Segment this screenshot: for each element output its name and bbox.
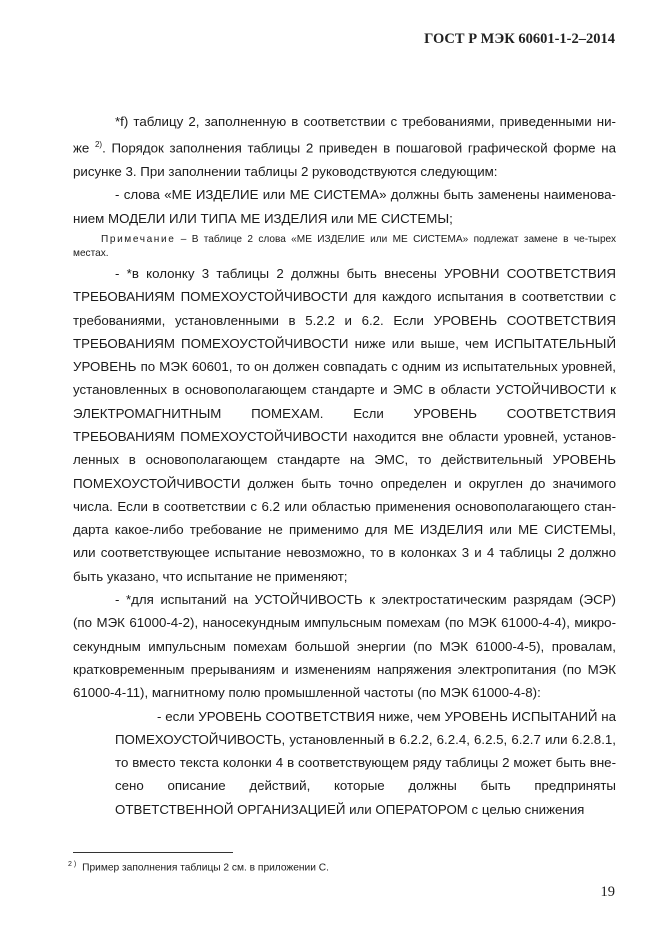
footnote-reference[interactable]: 2) — [94, 140, 103, 150]
note-label: Примечание — [101, 233, 176, 245]
paragraph-words-replace: - слова «МЕ ИЗДЕЛИЕ или МЕ СИСТЕМА» должны быть заменены наименова-нием МОДЕЛИ ИЛИ ТИПА МЕ ИЗДЕЛИЯ или МЕ СИСТЕМЫ; — [73, 187, 616, 226]
paragraph-column-3: - *в колонку 3 таблицы 2 должны быть внесены УРОВНИ СООТВЕТСТВИЯ ТРЕБОВАНИЯМ ПОМЕХОУСТОЙЧИВОСТИ для каждого испытания в соответствии с требованиями, установленными в 5.2.2 и 6.2. Если УРОВЕНЬ СООТВЕТСТВИЯ ТРЕБОВАНИЯМ ПОМЕХОУСТОЙЧИВОСТИ ниже или выше, чем ИСПЫТАТЕЛЬНЫЙ УРОВЕНЬ по МЭК 60601, то он должен совпадать с одним из испытательных уровней, установленных в основополагающем стандарте и ЭМС в области УСТОЙЧИВОСТИ к ЭЛЕКТРОМАГНИТНЫМ ПОМЕХАМ. Если УРОВЕНЬ СООТВЕТСТВИЯ ТРЕБОВАНИЯМ ПОМЕХОУСТОЙЧИВОСТИ находится вне области уровней, установ-ленных в основополагающем стандарте на ЭМС, то действительный УРОВЕНЬ ПОМЕХОУСТОЙЧИВОСТИ должен быть точно определен и округлен до значимого числа. Если в соответствии с 6.2 или областью применения основополагающего стан-дарта какое-либо требование не применимо для МЕ ИЗДЕЛИЯ или МЕ СИСТЕМЫ, или соответствующее испытание невозможно, то в колонках 3 и 4 таблицы 2 должно быть указано, что испытание не применяют; — [73, 265, 616, 584]
note-text: – В таблице 2 слова «МЕ ИЗДЕЛИЕ или МЕ СИСТЕМА» подлежат замене в че-тырех местах. — [73, 233, 616, 259]
paragraph-immunity-tests: - *для испытаний на УСТОЙЧИВОСТЬ к электростатическим разрядам (ЭСР) (по МЭК 61000-4-2), наносекундным импульсным помехам (по МЭК 61000-4-4), микро-секундным импульсным помехам большой энергии (по МЭК 61000-4-5), провалам, кратковременным прерываниям и изменениям напряжения электропитания (по МЭК 61000-4-11), магнитному полю промышленной частоты (по МЭК 61000-4-8): — [73, 592, 616, 701]
page-number: 19 — [600, 884, 615, 900]
note — [73, 233, 616, 261]
body-text — [73, 110, 616, 821]
punctuation: . — [102, 140, 106, 156]
paragraph-text: Порядок заполнения таблицы 2 приведен в пошаговой графической форме на рисунке 3. При заполнении таблицы 2 руководствуются следующим: — [73, 140, 616, 180]
paragraph-table-2 — [73, 110, 616, 183]
footnote-text: Пример заполнения таблицы 2 см. в приложении С. — [82, 862, 329, 874]
document-header: ГОСТ Р МЭК 60601-1-2–2014 — [424, 31, 615, 47]
paragraph-compliance-level: - если УРОВЕНЬ СООТВЕТСТВИЯ ниже, чем УРОВЕНЬ ИСПЫТАНИЙ на ПОМЕХОУСТОЙЧИВОСТЬ, установленный в 6.2.2, 6.2.4, 6.2.5, 6.2.7 или 6.2.8.1, то вместо текста колонки 4 в соответствующем ряду таблицы 2 может быть вне-сено описание действий, которые должны быть предприняты ОТВЕТСТВЕННОЙ ОРГАНИЗАЦИЕЙ или ОПЕРАТОРОМ с целью снижения — [115, 708, 616, 817]
footnote-mark: 2 ) — [68, 861, 77, 868]
paragraph-text: *f) таблицу 2, заполненную в соответствии с требованиями, приведенными ни-же — [73, 114, 616, 156]
footnote — [68, 858, 329, 874]
footnote-divider — [73, 852, 233, 853]
